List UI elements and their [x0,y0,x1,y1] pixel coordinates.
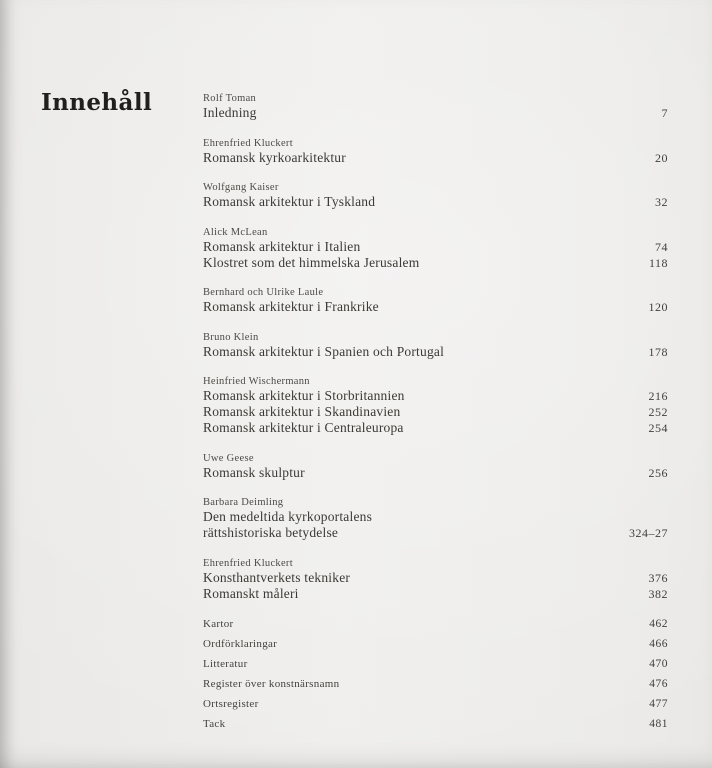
toc-item-page: 118 [648,255,668,270]
toc-lines [203,570,668,602]
toc-back-label: Ortsregister [203,698,259,710]
toc-back-label: Register över konstnärsnamn [203,678,340,690]
toc-author: Bernhard och Ulrike Laule [203,287,324,298]
toc-author: Uwe Geese [203,452,254,464]
toc-item-line [203,239,668,255]
toc-item-title: Den medeltida kyrkoportalens [203,509,373,524]
toc-item-line [203,255,668,271]
toc-item-page: 178 [648,344,668,359]
toc-item-page: 256 [648,465,668,480]
toc-back-row [203,678,668,691]
toc-sections [203,93,668,602]
toc-item-page: 20 [655,150,668,165]
toc-back-label: Ordförklaringar [203,638,278,650]
toc-item-page: 324–27 [629,526,668,540]
toc-item-line [203,465,668,481]
toc-item-page: 252 [648,405,668,419]
toc-section [203,558,668,602]
toc-item-page: 216 [648,389,668,403]
toc-back-row [203,638,668,651]
toc-item-line [203,105,668,121]
toc-back-matter [203,618,668,731]
toc-section [203,497,668,541]
toc-lines [203,299,668,315]
toc-section [203,182,668,210]
toc-item-page: 74 [655,239,668,254]
toc-item-line [203,388,668,404]
toc-section [203,287,668,315]
toc-lines [203,239,668,271]
toc-item-line [203,525,668,541]
toc-author: Ehrenfried Kluckert [203,557,293,569]
toc-author: Alick McLean [203,226,268,238]
toc-item-line [203,420,668,436]
toc-item-title: Romansk arkitektur i Tyskland [203,194,376,209]
toc-author: Barbara Deimling [203,497,284,508]
toc-back-label: Litteratur [203,658,248,670]
toc-item-title: Romansk arkitektur i Centraleuropa [203,420,404,435]
toc-item-title: Romansk arkitektur i Spanien och Portugal [203,343,445,359]
toc-author: Bruno Klein [203,331,259,343]
toc-section [203,138,668,166]
toc-item-line [203,509,668,525]
toc-lines [203,509,668,541]
toc-item-title: Romansk arkitektur i Storbritannien [203,388,405,403]
toc-back-page: 481 [649,718,668,730]
toc-item-title: Romansk skulptur [203,464,305,480]
toc-item-line [203,344,668,360]
page-title: Innehåll [41,89,153,116]
toc-item-page: 382 [648,586,668,601]
toc-item-title: Romansk arkitektur i Frankrike [203,299,379,314]
toc-item-line [203,570,668,586]
toc-section [203,453,668,481]
toc-item-line [203,299,668,315]
toc-author: Rolf Toman [203,93,257,104]
toc-item-title: rättshistoriska betydelse [203,525,339,540]
toc-back-row [203,698,668,711]
toc-item-line [203,586,668,602]
toc-back-page: 466 [649,638,668,650]
toc-item-line [203,194,668,210]
toc-item-title: Konsthantverkets tekniker [203,569,351,585]
toc-back-page: 470 [649,658,668,670]
toc-item-page: 120 [648,300,668,314]
toc-item-title: Romanskt måleri [203,585,299,601]
toc-back-page: 477 [649,698,668,710]
toc-item-page: 7 [661,106,668,120]
toc-lines [203,388,668,436]
toc-section [203,93,668,121]
toc-lines [203,105,668,121]
toc-item-page: 376 [648,570,668,585]
toc-back-row [203,718,668,731]
toc-item-page: 32 [655,195,668,209]
toc-item-line [203,150,668,166]
toc-lines [203,194,668,210]
toc-item-page: 254 [648,421,668,435]
toc-item-title: Romansk arkitektur i Italien [203,238,361,254]
toc-lines [203,150,668,166]
toc-back-page: 476 [649,678,668,690]
toc-lines [203,344,668,360]
toc-author: Heinfried Wischermann [203,376,310,387]
toc-section [203,227,668,271]
toc-item-line [203,404,668,420]
toc-item-title: Klostret som det himmelska Jerusalem [203,254,420,270]
toc-back-page: 462 [649,618,668,630]
toc-back-label: Kartor [203,618,234,630]
toc-lines [203,465,668,481]
toc-item-title: Inledning [203,105,257,120]
toc-item-title: Romansk kyrkoarkitektur [203,149,346,165]
toc-item-title: Romansk arkitektur i Skandinavien [203,404,401,419]
toc-back-row [203,618,668,631]
toc-back-label: Tack [203,718,226,730]
toc-back-row [203,658,668,671]
toc-section [203,376,668,436]
toc-author: Wolfgang Kaiser [203,182,279,193]
toc-section [203,332,668,360]
table-of-contents [203,93,668,738]
toc-author: Ehrenfried Kluckert [203,137,293,149]
